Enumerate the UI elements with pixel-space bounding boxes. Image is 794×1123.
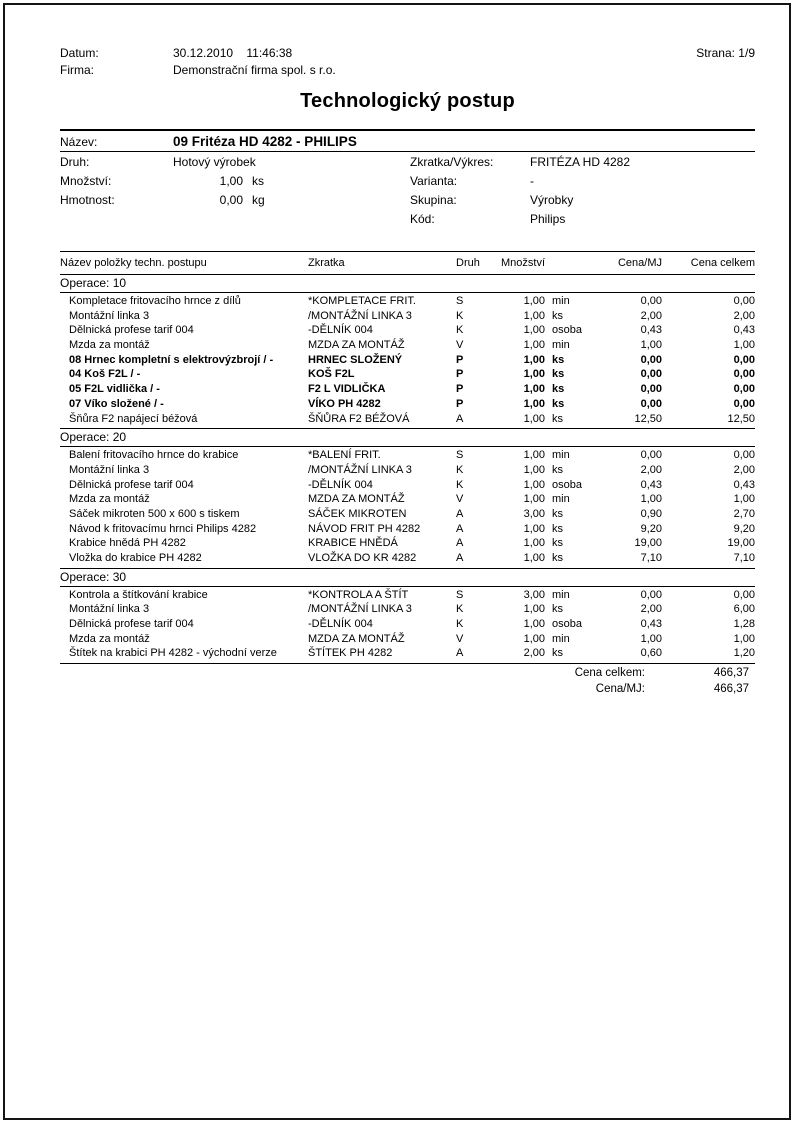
cell-mnozstvi: 1,00 xyxy=(523,368,545,381)
cell-nazev-polozky: Šňůra F2 napájecí béžová xyxy=(69,412,198,425)
cell-cena-mj: 0,00 xyxy=(640,368,662,381)
table-row xyxy=(60,632,755,647)
cell-nazev-polozky: Dělnická profese tarif 004 xyxy=(69,618,194,631)
mnozstvi-label: Množství: xyxy=(60,174,112,188)
cell-merna-jednotka: ks xyxy=(552,383,565,396)
hmotnost-label: Hmotnost: xyxy=(60,193,115,207)
cell-druh: K xyxy=(456,603,464,616)
cell-nazev-polozky: 04 Koš F2L / - xyxy=(69,368,141,381)
cell-druh: A xyxy=(456,412,464,425)
cell-zkratka: MZDA ZA MONTÁŽ xyxy=(308,339,405,352)
cell-druh: A xyxy=(456,552,464,564)
cell-cena-celkem: 2,70 xyxy=(733,507,755,520)
operation-group xyxy=(60,569,755,664)
cell-zkratka: *KONTROLA A ŠTÍT xyxy=(308,588,409,601)
cell-merna-jednotka: ks xyxy=(552,522,563,535)
nazev-row xyxy=(60,131,755,152)
totals xyxy=(60,666,755,697)
operation-label: Operace: 30 xyxy=(60,569,755,587)
datum-row xyxy=(60,45,336,62)
cell-zkratka: KRABICE HNĚDÁ xyxy=(308,537,398,550)
cell-mnozstvi: 1,00 xyxy=(523,463,545,476)
kod-label: Kód: xyxy=(410,212,435,226)
druh-value: Hotový výrobek xyxy=(173,155,256,169)
cell-nazev-polozky: Štítek na krabici PH 4282 - východní verze xyxy=(69,647,277,660)
cell-druh: P xyxy=(456,353,464,366)
cell-cena-mj: 7,10 xyxy=(640,552,662,564)
cell-druh: K xyxy=(456,324,464,337)
cell-cena-celkem: 1,28 xyxy=(733,618,755,631)
cell-druh: A xyxy=(456,647,464,660)
table-row xyxy=(60,397,755,412)
cell-cena-mj: 9,20 xyxy=(640,522,662,535)
firma-label: Firma: xyxy=(60,63,94,77)
cell-mnozstvi: 1,00 xyxy=(523,324,545,337)
cell-nazev-polozky: Dělnická profese tarif 004 xyxy=(69,324,194,337)
info-left-column xyxy=(60,153,410,229)
cell-zkratka: MZDA ZA MONTÁŽ xyxy=(308,632,405,645)
col-header-mnozstvi: Množství xyxy=(500,257,545,269)
report-page xyxy=(3,3,791,1120)
cell-merna-jednotka: ks xyxy=(552,368,565,381)
firma-value: Demonstrační firma spol. s r.o. xyxy=(173,63,336,77)
table-row xyxy=(60,492,755,507)
cell-zkratka: *BALENÍ FRIT. xyxy=(308,449,381,462)
cell-cena-celkem: 2,00 xyxy=(733,309,755,322)
cell-druh: K xyxy=(456,478,464,491)
table-row xyxy=(60,646,755,661)
table-row xyxy=(60,536,755,551)
operation-group xyxy=(60,429,755,569)
cell-merna-jednotka: osoba xyxy=(552,324,582,337)
cell-druh: V xyxy=(456,632,464,645)
cell-mnozstvi: 1,00 xyxy=(523,412,545,425)
druh-label: Druh: xyxy=(60,155,90,169)
cell-merna-jednotka: ks xyxy=(552,552,563,564)
cell-merna-jednotka: ks xyxy=(552,537,563,550)
report-content xyxy=(60,45,755,697)
operation-label: Operace: 20 xyxy=(60,429,755,447)
nazev-label: Název: xyxy=(60,135,98,149)
cell-zkratka: NÁVOD FRIT PH 4282 xyxy=(308,522,421,535)
cell-cena-celkem: 19,00 xyxy=(727,537,755,550)
table-row xyxy=(60,323,755,338)
table-row xyxy=(60,551,755,566)
cell-merna-jednotka: ks xyxy=(552,507,563,520)
product-info xyxy=(60,129,755,229)
cell-nazev-polozky: Kontrola a štítkování krabice xyxy=(69,588,208,601)
cell-cena-mj: 0,43 xyxy=(640,618,662,631)
cell-merna-jednotka: min xyxy=(552,295,570,307)
table-header xyxy=(60,251,755,275)
table-row xyxy=(60,382,755,397)
cell-nazev-polozky: Návod k fritovacímu hrnci Philips 4282 xyxy=(69,522,257,535)
druh-row xyxy=(60,153,410,172)
firma-row xyxy=(60,62,336,79)
cell-nazev-polozky: Mzda za montáž xyxy=(69,632,150,645)
cell-cena-mj: 2,00 xyxy=(640,603,662,616)
cell-nazev-polozky: Krabice hnědá PH 4282 xyxy=(69,537,186,550)
skupina-label: Skupina: xyxy=(410,193,457,207)
cell-cena-celkem: 1,00 xyxy=(733,632,755,645)
cell-merna-jednotka: min xyxy=(552,449,570,462)
cell-cena-mj: 0,00 xyxy=(640,449,662,462)
cell-cena-mj: 1,00 xyxy=(640,493,662,506)
cell-mnozstvi: 1,00 xyxy=(523,353,545,366)
cell-mnozstvi: 3,00 xyxy=(523,507,545,520)
table-row xyxy=(60,522,755,537)
cell-nazev-polozky: Kompletace fritovacího hrnce z dílů xyxy=(69,295,241,307)
cell-cena-mj: 0,00 xyxy=(640,383,662,396)
varianta-value: - xyxy=(530,174,534,188)
cell-cena-celkem: 0,00 xyxy=(733,397,755,410)
table-row xyxy=(60,507,755,522)
cell-cena-celkem: 0,43 xyxy=(733,478,755,491)
col-header-nazev-polozky: Název položky techn. postupu xyxy=(60,257,207,269)
cell-cena-celkem: 0,00 xyxy=(733,295,755,307)
skupina-row xyxy=(410,191,755,210)
table-row xyxy=(60,294,755,309)
cell-zkratka: /MONTÁŽNÍ LINKA 3 xyxy=(308,309,412,322)
cell-druh: A xyxy=(456,537,464,550)
header-left xyxy=(60,45,336,79)
table-row xyxy=(60,617,755,632)
cell-druh: A xyxy=(456,522,464,535)
cell-merna-jednotka: min xyxy=(552,339,570,352)
info-body xyxy=(60,152,755,229)
cell-zkratka: /MONTÁŽNÍ LINKA 3 xyxy=(308,603,412,616)
cell-cena-celkem: 7,10 xyxy=(733,552,755,564)
cell-zkratka: VLOŽKA DO KR 4282 xyxy=(308,552,417,564)
zkratka-vykres-value: FRITÉZA HD 4282 xyxy=(530,155,631,169)
cell-druh: A xyxy=(456,507,464,520)
cell-cena-mj: 0,90 xyxy=(640,507,662,520)
cell-cena-mj: 12,50 xyxy=(634,412,662,425)
cell-cena-celkem: 0,00 xyxy=(733,368,755,381)
cell-nazev-polozky: Balení fritovacího hrnce do krabice xyxy=(69,449,239,462)
cell-merna-jednotka: ks xyxy=(552,603,563,616)
table-row xyxy=(60,367,755,382)
mnozstvi-row xyxy=(60,172,410,191)
cell-mnozstvi: 1,00 xyxy=(523,603,545,616)
totals-row xyxy=(60,666,755,682)
cell-mnozstvi: 1,00 xyxy=(523,339,545,352)
datum-value: 30.12.2010 11:46:38 xyxy=(173,46,293,60)
mnozstvi-unit: ks xyxy=(252,174,264,188)
cell-zkratka: ŠTÍTEK PH 4282 xyxy=(308,647,393,660)
cell-nazev-polozky: Sáček mikroten 500 x 600 s tiskem xyxy=(69,507,240,520)
cell-cena-celkem: 0,00 xyxy=(733,383,755,396)
cell-nazev-polozky: 05 F2L vidlička / - xyxy=(69,383,160,396)
cell-druh: S xyxy=(456,449,464,462)
cell-mnozstvi: 2,00 xyxy=(523,647,545,660)
datum-label: Datum: xyxy=(60,46,99,60)
kod-row xyxy=(410,210,755,229)
cell-merna-jednotka: ks xyxy=(552,353,565,366)
table-row xyxy=(60,309,755,324)
totals-value: 466,37 xyxy=(713,682,749,695)
cell-zkratka: F2 L VIDLIČKA xyxy=(308,383,386,396)
cell-druh: P xyxy=(456,383,464,396)
cell-mnozstvi: 1,00 xyxy=(523,618,545,631)
report-title: Technologický postup xyxy=(300,90,515,112)
cell-druh: K xyxy=(456,618,464,631)
cell-cena-mj: 0,00 xyxy=(640,353,662,366)
cell-cena-mj: 2,00 xyxy=(640,463,662,476)
cell-zkratka: HRNEC SLOŽENÝ xyxy=(308,353,403,366)
cell-cena-mj: 0,43 xyxy=(640,324,662,337)
table-row xyxy=(60,588,755,603)
cell-nazev-polozky: 08 Hrnec kompletní s elektrovýzbrojí / - xyxy=(69,353,274,366)
cell-mnozstvi: 3,00 xyxy=(523,588,545,601)
hmotnost-row xyxy=(60,191,410,210)
totals-row xyxy=(60,682,755,698)
hmotnost-value: 0,00 xyxy=(219,193,243,207)
cell-merna-jednotka: ks xyxy=(552,412,563,425)
cell-merna-jednotka: ks xyxy=(552,463,563,476)
cell-mnozstvi: 1,00 xyxy=(523,478,545,491)
cell-zkratka: *KOMPLETACE FRIT. xyxy=(308,295,416,307)
cell-druh: S xyxy=(456,295,464,307)
cell-nazev-polozky: Vložka do krabice PH 4282 xyxy=(69,552,202,564)
cell-cena-celkem: 0,00 xyxy=(733,588,755,601)
cell-merna-jednotka: ks xyxy=(552,397,565,410)
kod-value: Philips xyxy=(530,212,566,226)
zkratka-vykres-row xyxy=(410,153,755,172)
zkratka-vykres-label: Zkratka/Výkres: xyxy=(410,155,494,169)
cell-merna-jednotka: ks xyxy=(552,309,563,322)
cell-cena-celkem: 0,00 xyxy=(733,449,755,462)
cell-mnozstvi: 1,00 xyxy=(523,493,545,506)
cell-druh: K xyxy=(456,463,464,476)
varianta-row xyxy=(410,172,755,191)
cell-cena-mj: 19,00 xyxy=(634,537,662,550)
cell-cena-celkem: 9,20 xyxy=(733,522,755,535)
col-header-zkratka: Zkratka xyxy=(308,257,345,269)
cell-zkratka: -DĚLNÍK 004 xyxy=(308,618,373,631)
cell-druh: V xyxy=(456,339,464,352)
table-row xyxy=(60,353,755,368)
cell-mnozstvi: 1,00 xyxy=(523,383,545,396)
cell-mnozstvi: 1,00 xyxy=(523,522,545,535)
cell-cena-celkem: 1,00 xyxy=(733,493,755,506)
cell-cena-celkem: 1,00 xyxy=(733,339,755,352)
col-header-cena-celkem: Cena celkem xyxy=(690,257,755,269)
cell-zkratka: -DĚLNÍK 004 xyxy=(308,324,373,337)
table-row xyxy=(60,463,755,478)
cell-mnozstvi: 1,00 xyxy=(523,537,545,550)
col-header-cena-mj: Cena/MJ xyxy=(617,257,662,269)
cell-cena-mj: 0,60 xyxy=(640,647,662,660)
mnozstvi-value: 1,00 xyxy=(219,174,243,188)
totals-label: Cena celkem: xyxy=(574,667,645,680)
cell-zkratka: VÍKO PH 4282 xyxy=(308,397,381,410)
cell-cena-celkem: 12,50 xyxy=(727,412,755,425)
table-row xyxy=(60,602,755,617)
cell-zkratka: SÁČEK MIKROTEN xyxy=(308,507,407,520)
cell-mnozstvi: 1,00 xyxy=(523,449,545,462)
totals-label: Cena/MJ: xyxy=(595,682,645,695)
cell-merna-jednotka: min xyxy=(552,588,570,601)
table-row xyxy=(60,412,755,427)
cell-cena-celkem: 6,00 xyxy=(733,603,755,616)
cell-zkratka: MZDA ZA MONTÁŽ xyxy=(308,493,405,506)
cell-cena-mj: 2,00 xyxy=(640,309,662,322)
cell-cena-celkem: 2,00 xyxy=(733,463,755,476)
cell-nazev-polozky: Montážní linka 3 xyxy=(69,309,150,322)
operation-label: Operace: 10 xyxy=(60,275,755,293)
cell-cena-mj: 1,00 xyxy=(640,339,662,352)
cell-nazev-polozky: 07 Víko složené / - xyxy=(69,397,164,410)
table-row xyxy=(60,448,755,463)
table-row xyxy=(60,338,755,353)
cell-cena-celkem: 0,43 xyxy=(733,324,755,337)
cell-druh: K xyxy=(456,309,464,322)
cell-nazev-polozky: Montážní linka 3 xyxy=(69,463,150,476)
cell-merna-jednotka: osoba xyxy=(552,478,582,491)
cell-merna-jednotka: min xyxy=(552,632,570,645)
cell-druh: P xyxy=(456,397,464,410)
cell-cena-mj: 0,00 xyxy=(640,397,662,410)
cell-cena-mj: 0,43 xyxy=(640,478,662,491)
varianta-label: Varianta: xyxy=(410,174,458,188)
col-header-druh: Druh xyxy=(456,257,480,269)
cell-cena-mj: 0,00 xyxy=(640,295,662,307)
table-body xyxy=(60,275,755,664)
skupina-value: Výrobky xyxy=(530,193,574,207)
cell-mnozstvi: 1,00 xyxy=(523,397,545,410)
cell-zkratka: KOŠ F2L xyxy=(308,368,355,381)
hmotnost-unit: kg xyxy=(252,193,265,207)
cell-druh: V xyxy=(456,493,464,506)
cell-druh: S xyxy=(456,588,464,601)
cell-merna-jednotka: ks xyxy=(552,647,563,660)
info-right-column xyxy=(410,153,755,229)
cell-nazev-polozky: Mzda za montáž xyxy=(69,339,150,352)
cell-mnozstvi: 1,00 xyxy=(523,632,545,645)
cell-merna-jednotka: osoba xyxy=(552,618,582,631)
cell-nazev-polozky: Mzda za montáž xyxy=(69,493,150,506)
cell-cena-mj: 1,00 xyxy=(640,632,662,645)
cell-nazev-polozky: Montážní linka 3 xyxy=(69,603,150,616)
cell-nazev-polozky: Dělnická profese tarif 004 xyxy=(69,478,194,491)
cell-merna-jednotka: min xyxy=(552,493,570,506)
cell-zkratka: -DĚLNÍK 004 xyxy=(308,478,373,491)
page-number: Strana: 1/9 xyxy=(696,46,755,60)
operation-group xyxy=(60,275,755,429)
cell-zkratka: /MONTÁŽNÍ LINKA 3 xyxy=(308,463,412,476)
cell-mnozstvi: 1,00 xyxy=(523,552,545,564)
totals-value: 466,37 xyxy=(713,667,749,680)
table-row xyxy=(60,478,755,493)
nazev-value: 09 Fritéza HD 4282 - PHILIPS xyxy=(173,134,357,149)
cell-zkratka: ŠŇŮRA F2 BÉŽOVÁ xyxy=(308,412,410,425)
cell-mnozstvi: 1,00 xyxy=(523,309,545,322)
cell-cena-celkem: 0,00 xyxy=(733,353,755,366)
cell-mnozstvi: 1,00 xyxy=(523,295,545,307)
cell-cena-mj: 0,00 xyxy=(640,588,662,601)
document-header xyxy=(60,45,755,79)
cell-cena-celkem: 1,20 xyxy=(733,647,755,660)
cell-druh: P xyxy=(456,368,464,381)
